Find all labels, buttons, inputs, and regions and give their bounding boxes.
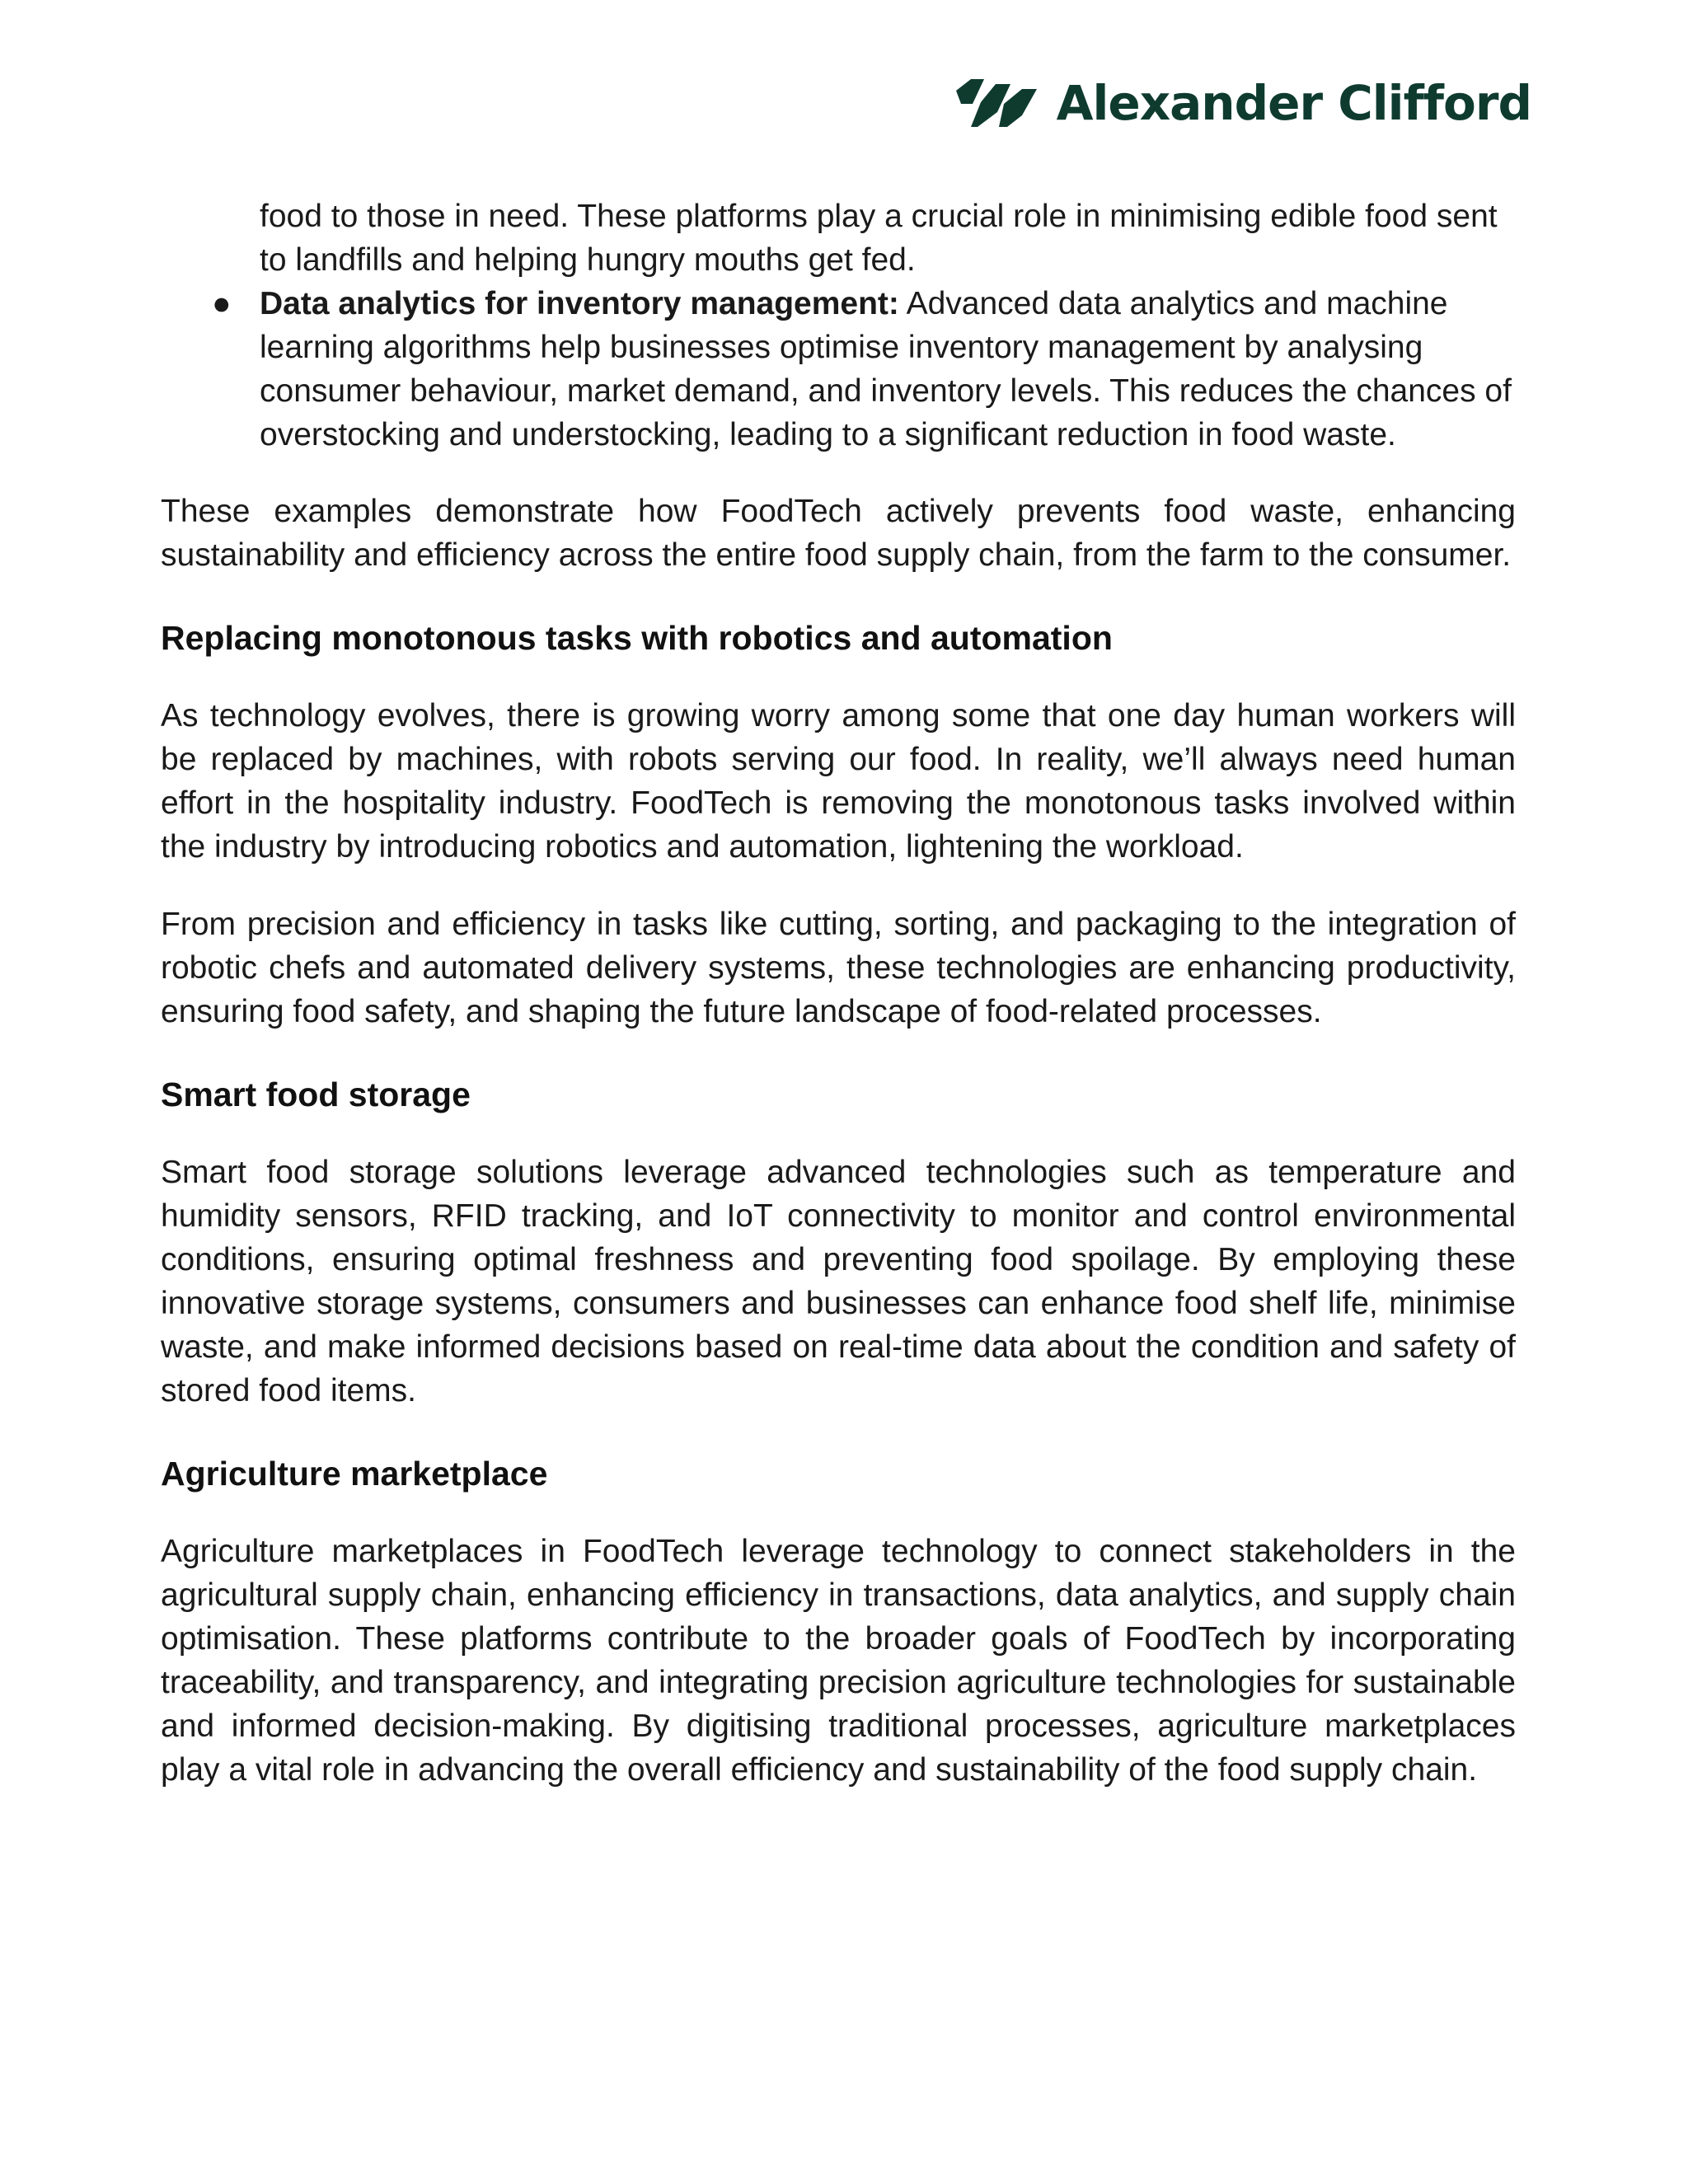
- list-item: [161, 194, 1516, 282]
- robotics-paragraph-1: As technology evolves, there is growing worry among some that one day human workers will be replaced by machines, with robots serving our food. In reality, we’ll always need human effort in the hospitality industry. FoodTech is removing the monotonous tasks involved within the industry by introducing robotics and automation, lightening the workload.: [161, 698, 1516, 865]
- bullet-lead: Data analytics for inventory management:: [260, 286, 899, 321]
- bullet-list: [161, 194, 1516, 457]
- document-body: [161, 194, 1516, 1792]
- robotics-paragraph-2: From precision and efficiency in tasks like cutting, sorting, and packaging to the integration of robotic chefs and automated delivery systems, these technologies are enhancing productivity, ensuring food safety, and shaping the future landscape of food-related processes.: [161, 907, 1516, 1029]
- alexander-clifford-logo-icon: [953, 79, 1039, 127]
- company-logo: [953, 75, 1531, 131]
- section-heading-robotics: Replacing monotonous tasks with robotics and automation: [161, 619, 1113, 657]
- smart-storage-paragraph: Smart food storage solutions leverage advanced technologies such as temperature and humidity sensors, RFID tracking, and IoT connectivity to monitor and control environmental conditions, ensuring optimal freshness and preventing food spoilage. By employing these innovative storage systems, consumers and businesses can enhance food shelf life, minimise waste, and make informed decisions based on real-time data about the condition and safety of stored food items.: [161, 1155, 1516, 1408]
- bullet-dot-icon: ●: [212, 286, 232, 321]
- bullet-text: Advanced data analytics and machine learning algorithms help businesses optimise inventory management by analysing consumer behaviour, market demand, and inventory levels. This reduces the chances of overstocking and understocking, leading to a significant reduction in food waste.: [260, 286, 1512, 452]
- logo-text: Alexander Clifford: [1056, 75, 1531, 131]
- section-heading-agriculture: Agriculture marketplace: [161, 1455, 548, 1493]
- section-heading-smart-storage: Smart food storage: [161, 1076, 471, 1113]
- agriculture-paragraph: Agriculture marketplaces in FoodTech leverage technology to connect stakeholders in the agricultural supply chain, enhancing efficiency in transactions, data analytics, and supply chain optimisation. These platforms contribute to the broader goals of FoodTech by incorporating traceability, and transparency, and integrating precision agriculture technologies for sustainable and informed decision-making. By digitising traditional processes, agriculture marketplaces play a vital role in advancing the overall efficiency and sustainability of the food supply chain.: [161, 1534, 1516, 1788]
- bullet-text: food to those in need. These platforms play a crucial role in minimising edible food sent to landfills and helping hungry mouths get fed.: [260, 199, 1498, 278]
- intro-paragraph: These examples demonstrate how FoodTech actively prevents food waste, enhancing sustainability and efficiency across the entire food supply chain, from the farm to the consumer.: [161, 494, 1516, 573]
- list-item: [161, 282, 1516, 457]
